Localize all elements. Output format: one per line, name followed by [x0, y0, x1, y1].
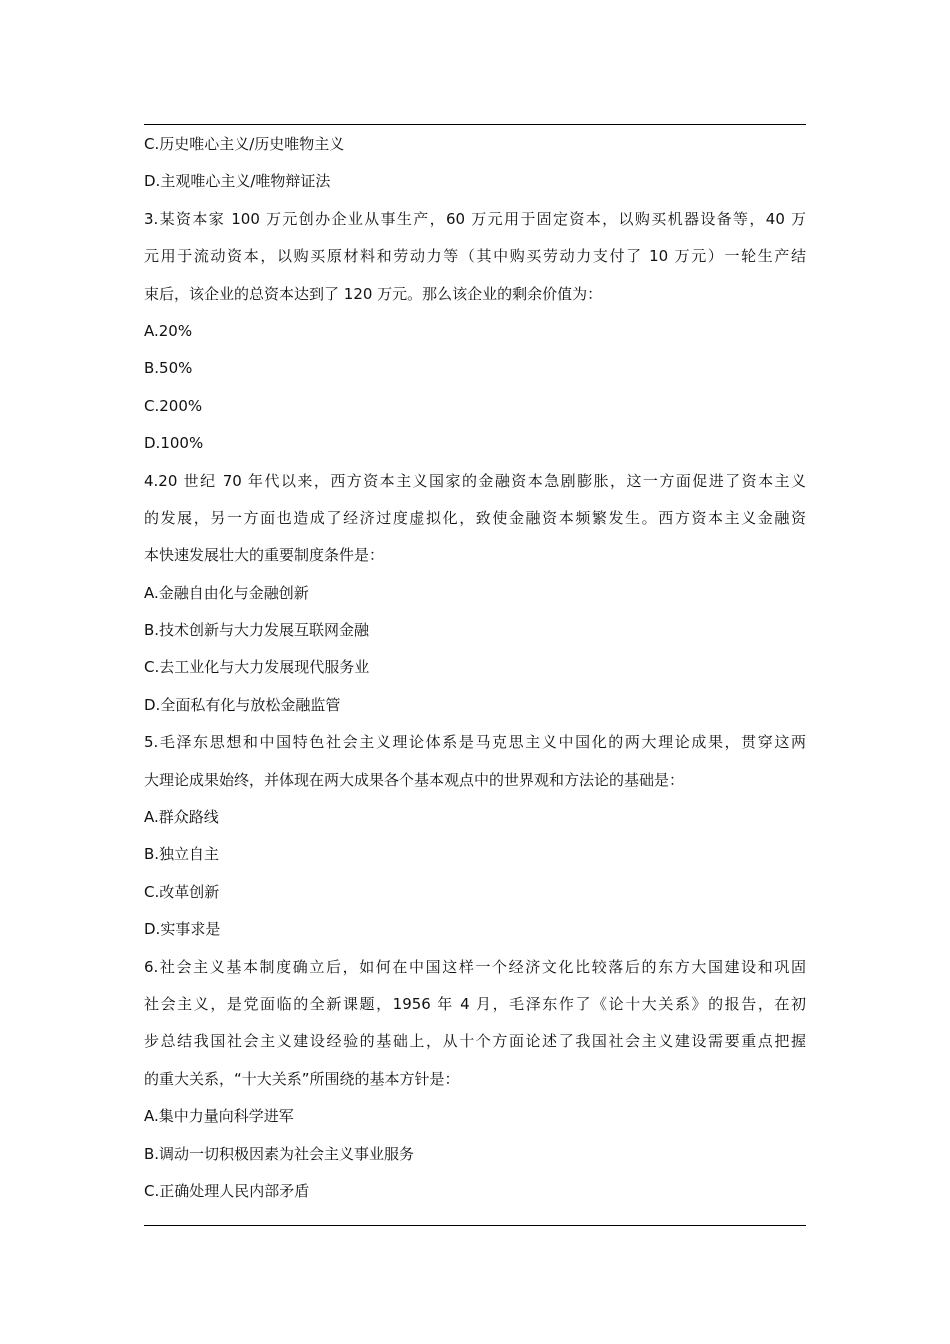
- q2-option-c: C.历史唯心主义/历史唯物主义: [144, 135, 345, 153]
- q4-option-d: D.全面私有化与放松金融监管: [144, 695, 341, 714]
- q3-option-b: B.50%: [144, 359, 193, 378]
- q3-option-a: A.20%: [144, 321, 193, 340]
- q3-stem-line-2: 元用于流动资本，以购买原材料和劳动力等（其中购买劳动力支付了 10 万元）一轮生产结: [144, 247, 806, 266]
- q4-stem-line-3: 本快速发展壮大的重要制度条件是：: [144, 546, 385, 565]
- page-content: [144, 126, 806, 1210]
- q5-option-b: B.独立自主: [144, 845, 220, 864]
- q4-option-c: C.去工业化与大力发展现代服务业: [144, 658, 370, 677]
- q3-stem-line-1: 3.某资本家 100 万元创办企业从事生产，60 万元用于固定资本，以购买机器设备等，40 万: [144, 209, 806, 228]
- q6-stem-line-2: 社会主义，是党面临的全新课题，1956 年 4 月，毛泽东作了《论十大关系》的报告，在初: [144, 994, 806, 1013]
- q6-option-a: A.集中力量向科学进军: [144, 1107, 294, 1126]
- q5-option-a: A.群众路线: [144, 808, 219, 827]
- q6-option-c: C.正确处理人民内部矛盾: [144, 1181, 310, 1200]
- q5-stem-line-1: 5.毛泽东思想和中国特色社会主义理论体系是马克思主义中国化的两大理论成果，贯穿这两: [144, 733, 806, 752]
- q3-option-c: C.200%: [144, 396, 203, 415]
- q5-option-d: D.实事求是: [144, 920, 221, 939]
- q3-option-d: D.100%: [144, 434, 204, 453]
- q3-stem-line-3: 束后，该企业的总资本达到了 120 万元。那么该企业的剩余价值为：: [144, 284, 603, 303]
- q5-stem-line-2: 大理论成果始终，并体现在两大成果各个基本观点中的世界观和方法论的基础是：: [144, 770, 685, 789]
- q2-option-d: D.主观唯心主义/唯物辩证法: [144, 172, 331, 191]
- q6-option-b: B.调动一切积极因素为社会主义事业服务: [144, 1144, 415, 1163]
- q5-option-c: C.改革创新: [144, 882, 220, 901]
- footer-rule: [144, 1225, 806, 1226]
- header-rule: [144, 124, 806, 125]
- q6-stem-line-4: 的重大关系，“十大关系”所围绕的基本方针是：: [144, 1069, 460, 1088]
- q4-option-a: A.金融自由化与金融创新: [144, 583, 309, 602]
- q6-stem-line-3: 步总结我国社会主义建设经验的基础上，从十个方面论述了我国社会主义建设需要重点把握: [144, 1032, 806, 1051]
- q6-stem-line-1: 6.社会主义基本制度确立后，如何在中国这样一个经济文化比较落后的东方大国建设和巩固: [144, 957, 806, 976]
- q4-stem-line-1: 4.20 世纪 70 年代以来，西方资本主义国家的金融资本急剧膨胀，这一方面促进了资本主义: [144, 471, 806, 490]
- q4-stem-line-2: 的发展，另一方面也造成了经济过度虚拟化，致使金融资本频繁发生。西方资本主义金融资: [144, 508, 806, 527]
- q4-option-b: B.技术创新与大力发展互联网金融: [144, 621, 370, 640]
